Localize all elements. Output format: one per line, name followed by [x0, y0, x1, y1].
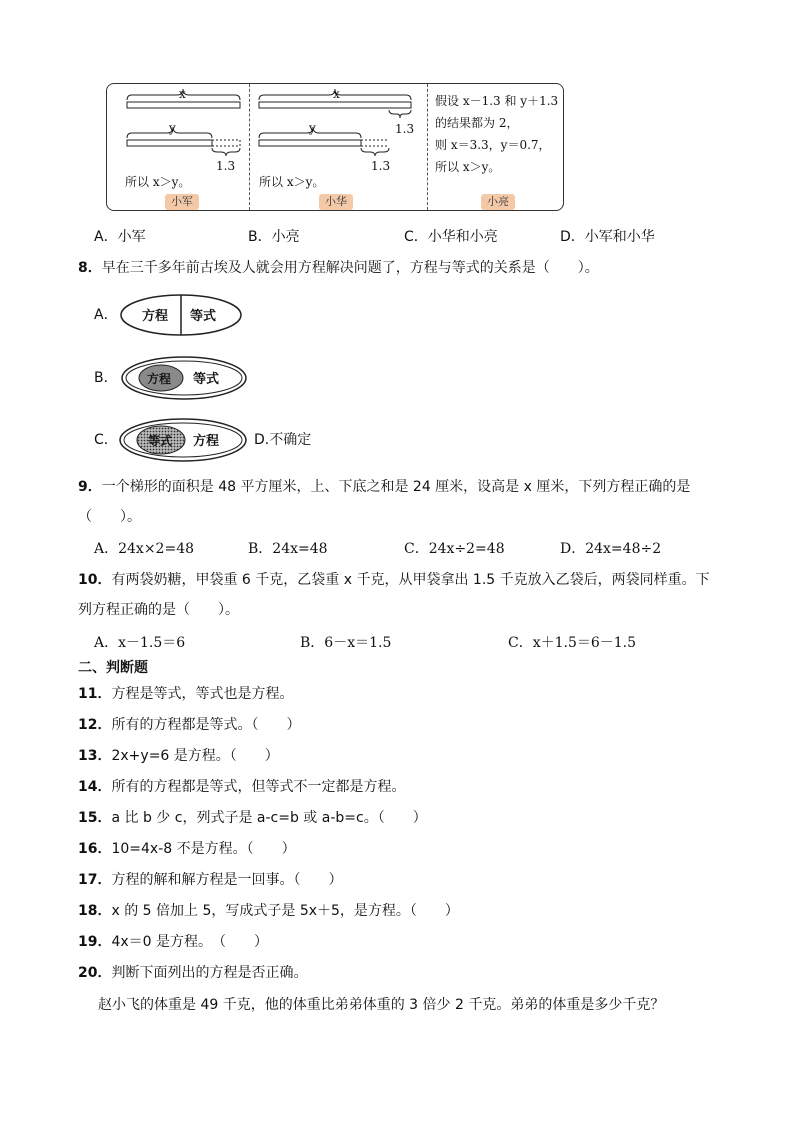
- option-c[interactable]: C．24x÷2=48: [404, 541, 505, 557]
- question-10: 10．有两袋奶糖，甲袋重 6 千克，乙袋重 x 千克，从甲袋拿出 1.5 千克放入乙袋后，两袋同样重。下: [78, 572, 710, 588]
- outer-label: 方程: [193, 434, 220, 449]
- venn-option-a[interactable]: [120, 294, 242, 336]
- judge-item: 14．所有的方程都是等式，但等式不一定都是方程。: [78, 779, 406, 795]
- ellipse-diagram: [119, 418, 247, 462]
- question-9-line2: （ ）。: [78, 509, 141, 525]
- diff-label: 1.3: [371, 159, 391, 173]
- ellipse-diagram: [121, 356, 247, 400]
- judge-item: 20．判断下面列出的方程是否正确。: [78, 965, 308, 981]
- inner-label: 方程: [147, 372, 172, 386]
- option-c-label[interactable]: C．: [94, 432, 118, 448]
- option-c[interactable]: C．小华和小亮: [404, 229, 498, 245]
- inner-label: 等式: [148, 434, 173, 448]
- option-d[interactable]: D．小军和小华: [560, 229, 655, 245]
- question-9: 9．一个梯形的面积是 48 平方厘米，上、下底之和是 24 厘米，设高是 x 厘米，下列方程正确的是: [78, 479, 691, 495]
- conclusion-text: 所以 x＞y。: [259, 175, 325, 189]
- name-tag-xiaojun: 小军: [165, 194, 199, 210]
- panel-divider: [427, 84, 428, 210]
- option-b[interactable]: B．24x=48: [248, 541, 328, 557]
- judge-item: 12．所有的方程都是等式。（ ）: [78, 717, 301, 733]
- judge-item: 18．x 的 5 倍加上 5，写成式子是 5x＋5，是方程。（ ）: [78, 903, 459, 919]
- venn-option-c[interactable]: [119, 418, 247, 462]
- judge-item: 15．a 比 b 少 c，列式子是 a-c=b 或 a-b=c。（ ）: [78, 810, 427, 826]
- option-b[interactable]: B．小亮: [248, 229, 300, 245]
- name-tag-xiaoliang: 小亮: [481, 194, 515, 210]
- question-8: 8．早在三千多年前古埃及人就会用方程解决问题了，方程与等式的关系是（ ）。: [78, 260, 599, 276]
- conclusion-text: 所以 x＞y。: [125, 175, 191, 189]
- judge-item: 11．方程是等式，等式也是方程。: [78, 686, 294, 702]
- venn-option-b[interactable]: [121, 356, 247, 400]
- left-label: 方程: [142, 309, 169, 324]
- option-b-label[interactable]: B．: [94, 370, 118, 386]
- question-20-body: 赵小飞的体重是 49 千克，他的体重比弟弟体重的 3 倍少 2 千克。弟弟的体重是多少千克？: [98, 997, 665, 1013]
- outer-label: 等式: [193, 372, 220, 387]
- assumption-text: 假设 x－1.3 和 y＋1.3 的结果都为 2， 则 x＝3.3，y＝0.7， 所以 x＞y。: [435, 94, 559, 174]
- right-label: 等式: [190, 309, 217, 324]
- judge-item: 17．方程的解和解方程是一回事。（ ）: [78, 872, 343, 888]
- option-c[interactable]: C．x＋1.5＝6－1.5: [508, 635, 637, 651]
- q7-figure: [106, 83, 564, 211]
- judge-item: 13．2x+y=6 是方程。（ ）: [78, 748, 279, 764]
- option-a-label[interactable]: A．: [94, 307, 118, 323]
- section-heading: 二、判断题: [78, 660, 148, 676]
- y-label: y: [309, 121, 316, 135]
- option-b[interactable]: B．6－x＝1.5: [300, 635, 392, 651]
- x-label: x: [179, 87, 186, 101]
- option-a[interactable]: A．24x×2=48: [94, 541, 195, 557]
- judge-item: 19．4x＝0 是方程。 （ ）: [78, 934, 269, 950]
- option-a[interactable]: A．x－1.5＝6: [94, 635, 186, 651]
- diff-label: 1.3: [395, 122, 415, 136]
- x-label: x: [333, 87, 340, 101]
- judge-item: 16．10=4x-8 不是方程。（ ）: [78, 841, 296, 857]
- name-tag-xiaohua: 小华: [319, 194, 353, 210]
- option-d[interactable]: D．24x=48÷2: [560, 541, 662, 557]
- option-a[interactable]: A．小军: [94, 229, 146, 245]
- ellipse-diagram: [120, 294, 242, 336]
- option-d[interactable]: D.不确定: [254, 432, 312, 448]
- question-10-line2: 列方程正确的是（ ）。: [78, 602, 239, 618]
- y-label: y: [169, 121, 176, 135]
- diff-label: 1.3: [216, 159, 236, 173]
